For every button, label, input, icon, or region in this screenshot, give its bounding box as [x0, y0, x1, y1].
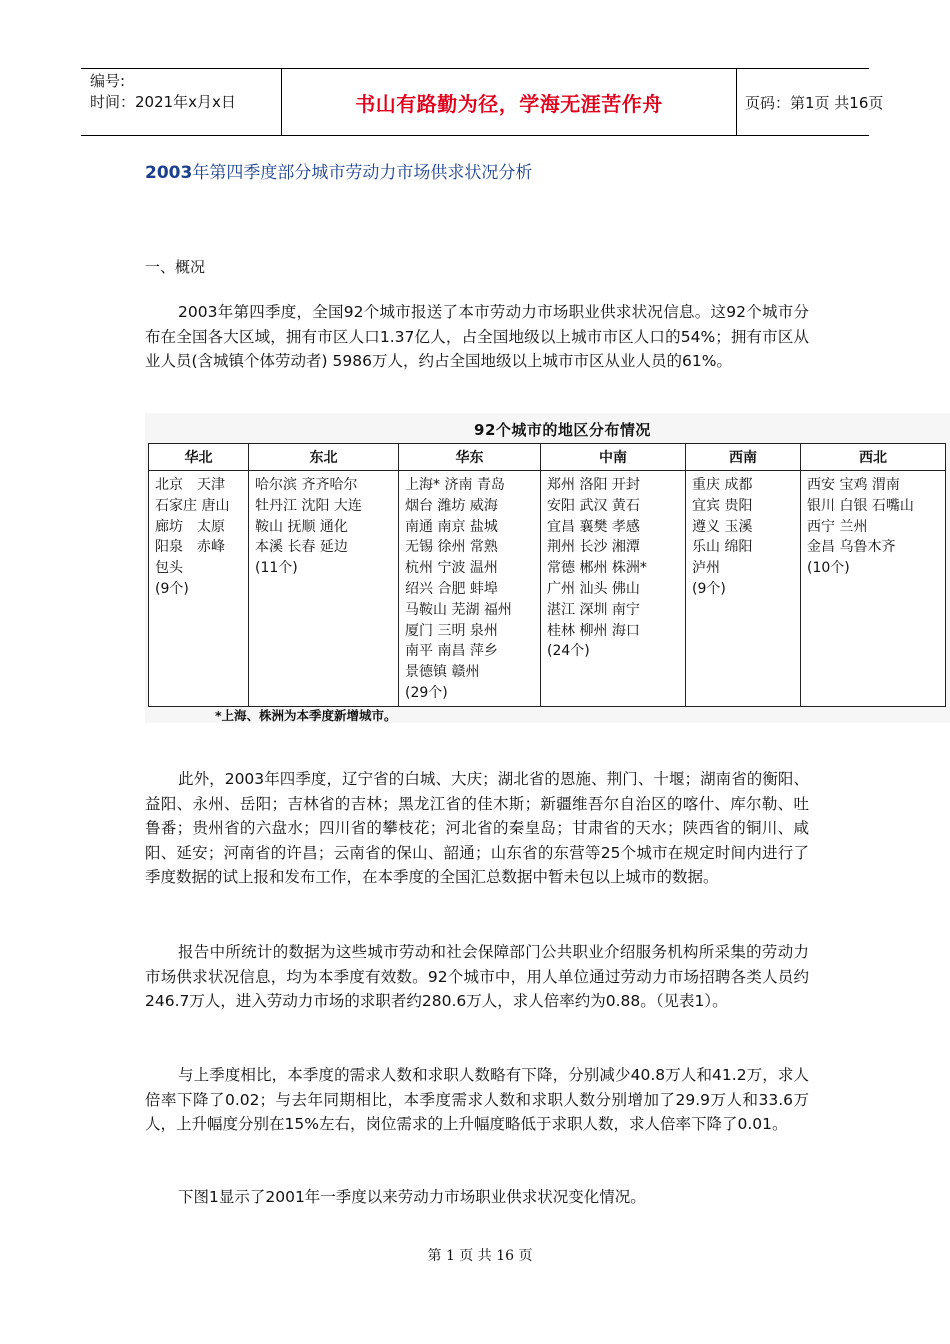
region-cell-southwest	[686, 471, 801, 707]
region-cell-northwest	[801, 471, 946, 707]
region-header: 华北	[149, 444, 249, 471]
city-line: 荆州 长沙 湘潭	[547, 539, 640, 556]
section-heading: 一、概况	[145, 258, 206, 276]
city-count: (29个)	[405, 684, 448, 701]
region-cell-east	[399, 471, 541, 707]
city-count: (9个)	[692, 580, 726, 597]
city-line: 广州 汕头 佛山	[547, 580, 640, 597]
region-table-title: 92个城市的地区分布情况	[474, 421, 651, 439]
page-footer: 第 1 页 共 16 页	[427, 1248, 533, 1264]
city-line: 廊坊 太原	[155, 518, 225, 535]
city-line: 杭州 宁波 温州	[405, 560, 498, 577]
header-page-label: 页码：第1页 共16页	[745, 93, 884, 112]
region-distribution-figure	[145, 413, 950, 723]
city-line: 银川 白银 石嘴山	[807, 497, 914, 514]
region-table-row	[149, 471, 946, 707]
page-header	[81, 68, 884, 136]
city-line: 遵义 玉溪	[692, 518, 753, 535]
city-line: 牡丹江 沈阳 大连	[255, 497, 362, 514]
region-cell-north	[149, 471, 249, 707]
city-line: 烟台 潍坊 威海	[405, 497, 498, 514]
document-title	[145, 158, 532, 183]
city-line: 无锡 徐州 常熟	[405, 539, 498, 556]
city-line: 北京 天津	[155, 477, 225, 493]
city-line: 宜昌 襄樊 孝感	[547, 518, 640, 535]
city-line: 泸州	[692, 560, 720, 577]
header-motto: 书山有路勤为径，学海无涯苦作舟	[282, 69, 737, 135]
city-line: 马鞍山 芜湖 福州	[405, 601, 512, 618]
city-line: 上海* 济南 青岛	[405, 477, 505, 493]
city-line: 常德 郴州 株洲*	[547, 560, 647, 577]
doc-number-label: 编号:	[90, 72, 126, 90]
region-cell-central-south	[541, 471, 686, 707]
city-line: 郑州 洛阳 开封	[547, 477, 640, 493]
city-line: 宜宾 贵阳	[692, 497, 753, 514]
doc-time-label: 时间：2021年x月x日	[90, 93, 236, 111]
region-header: 西北	[801, 444, 946, 471]
paragraph-figure-ref: 下图1显示了2001年一季度以来劳动力市场职业供求状况变化情况。	[178, 1188, 646, 1206]
region-header: 东北	[249, 444, 399, 471]
region-header: 华东	[399, 444, 541, 471]
region-table-header-row	[149, 444, 946, 471]
city-line: 桂林 柳州 海口	[547, 622, 640, 639]
city-line: 金昌 乌鲁木齐	[807, 539, 896, 556]
region-table	[148, 443, 946, 707]
header-info-cell	[81, 69, 282, 135]
region-header: 中南	[541, 444, 686, 471]
paragraph-trial-cities: 此外，2003年四季度，辽宁省的白城、大庆；湖北省的恩施、荆门、十堰；湖南省的衡阳、益阳、永州、岳阳；吉林省的吉林；黑龙江省的佳木斯；新疆维吾尔自治区的喀什、库尔勒、吐鲁番；贵州省的六盘水；四川省的攀枝花；河北省的秦皇岛；甘肃省的天水；陕西省的铜川、咸阳、延安；河南省的许昌；云南省的保山、韶通；山东省的东营等25个城市在规定时间内进行了季度数据的试上报和发布工作，在本季度的全国汇总数据中暂未包以上城市的数据。	[145, 770, 809, 887]
region-table-note: *上海、株洲为本季度新增城市。	[215, 708, 397, 723]
document-title-year: 2003	[145, 163, 193, 183]
city-line: 厦门 三明 泉州	[405, 622, 498, 639]
city-line: 绍兴 合肥 蚌埠	[405, 580, 498, 597]
city-count: (9个)	[155, 580, 189, 597]
paragraph-statistics: 报告中所统计的数据为这些城市劳动和社会保障部门公共职业介绍服务机构所采集的劳动力市场供求状况信息，均为本季度有效数。92个城市中，用人单位通过劳动力市场招聘各类人员约246.7万人，进入劳动力市场的求职者约280.6万人，求人倍率约为0.88。（见表1）。	[145, 943, 809, 1011]
city-line: 西宁 兰州	[807, 518, 868, 535]
region-header: 西南	[686, 444, 801, 471]
city-line: 安阳 武汉 黄石	[547, 497, 640, 514]
city-line: 哈尔滨 齐齐哈尔	[255, 477, 358, 493]
city-count: (11个)	[255, 560, 298, 577]
city-line: 西安 宝鸡 渭南	[807, 477, 900, 493]
city-line: 石家庄 唐山	[155, 497, 230, 514]
paragraph-overview: 2003年第四季度，全国92个城市报送了本市劳动力市场职业供求状况信息。这92个城市分布在全国各大区域，拥有市区人口1.37亿人，占全国地级以上城市市区人口的54%；拥有市区从业人员(含城镇个体劳动者) 5986万人，约占全国地级以上城市市区从业人员的61%。	[145, 303, 809, 371]
city-line: 本溪 长春 延边	[255, 539, 348, 556]
city-count: (10个)	[807, 560, 850, 577]
city-line: 景德镇 赣州	[405, 664, 480, 681]
city-line: 包头	[155, 560, 183, 577]
city-line: 重庆 成都	[692, 477, 753, 493]
city-line: 湛江 深圳 南宁	[547, 601, 640, 618]
city-count: (24个)	[547, 643, 590, 660]
paragraph-comparison: 与上季度相比，本季度的需求人数和求职人数略有下降，分别减少40.8万人和41.2万，求人倍率下降了0.02；与去年同期相比，本季度需求人数和求职人数分别增加了29.9万人和33.6万人，上升幅度分别在15%左右，岗位需求的上升幅度略低于求职人数，求人倍率下降了0.01。	[145, 1066, 809, 1134]
document-title-text: 年第四季度部分城市劳动力市场供求状况分析	[192, 163, 533, 183]
city-line: 乐山 绵阳	[692, 539, 753, 556]
city-line: 南平 南昌 萍乡	[405, 643, 498, 660]
city-line: 阳泉 赤峰	[155, 539, 225, 556]
city-line: 南通 南京 盐城	[405, 518, 498, 535]
region-cell-northeast	[249, 471, 399, 707]
city-line: 鞍山 抚顺 通化	[255, 518, 348, 535]
